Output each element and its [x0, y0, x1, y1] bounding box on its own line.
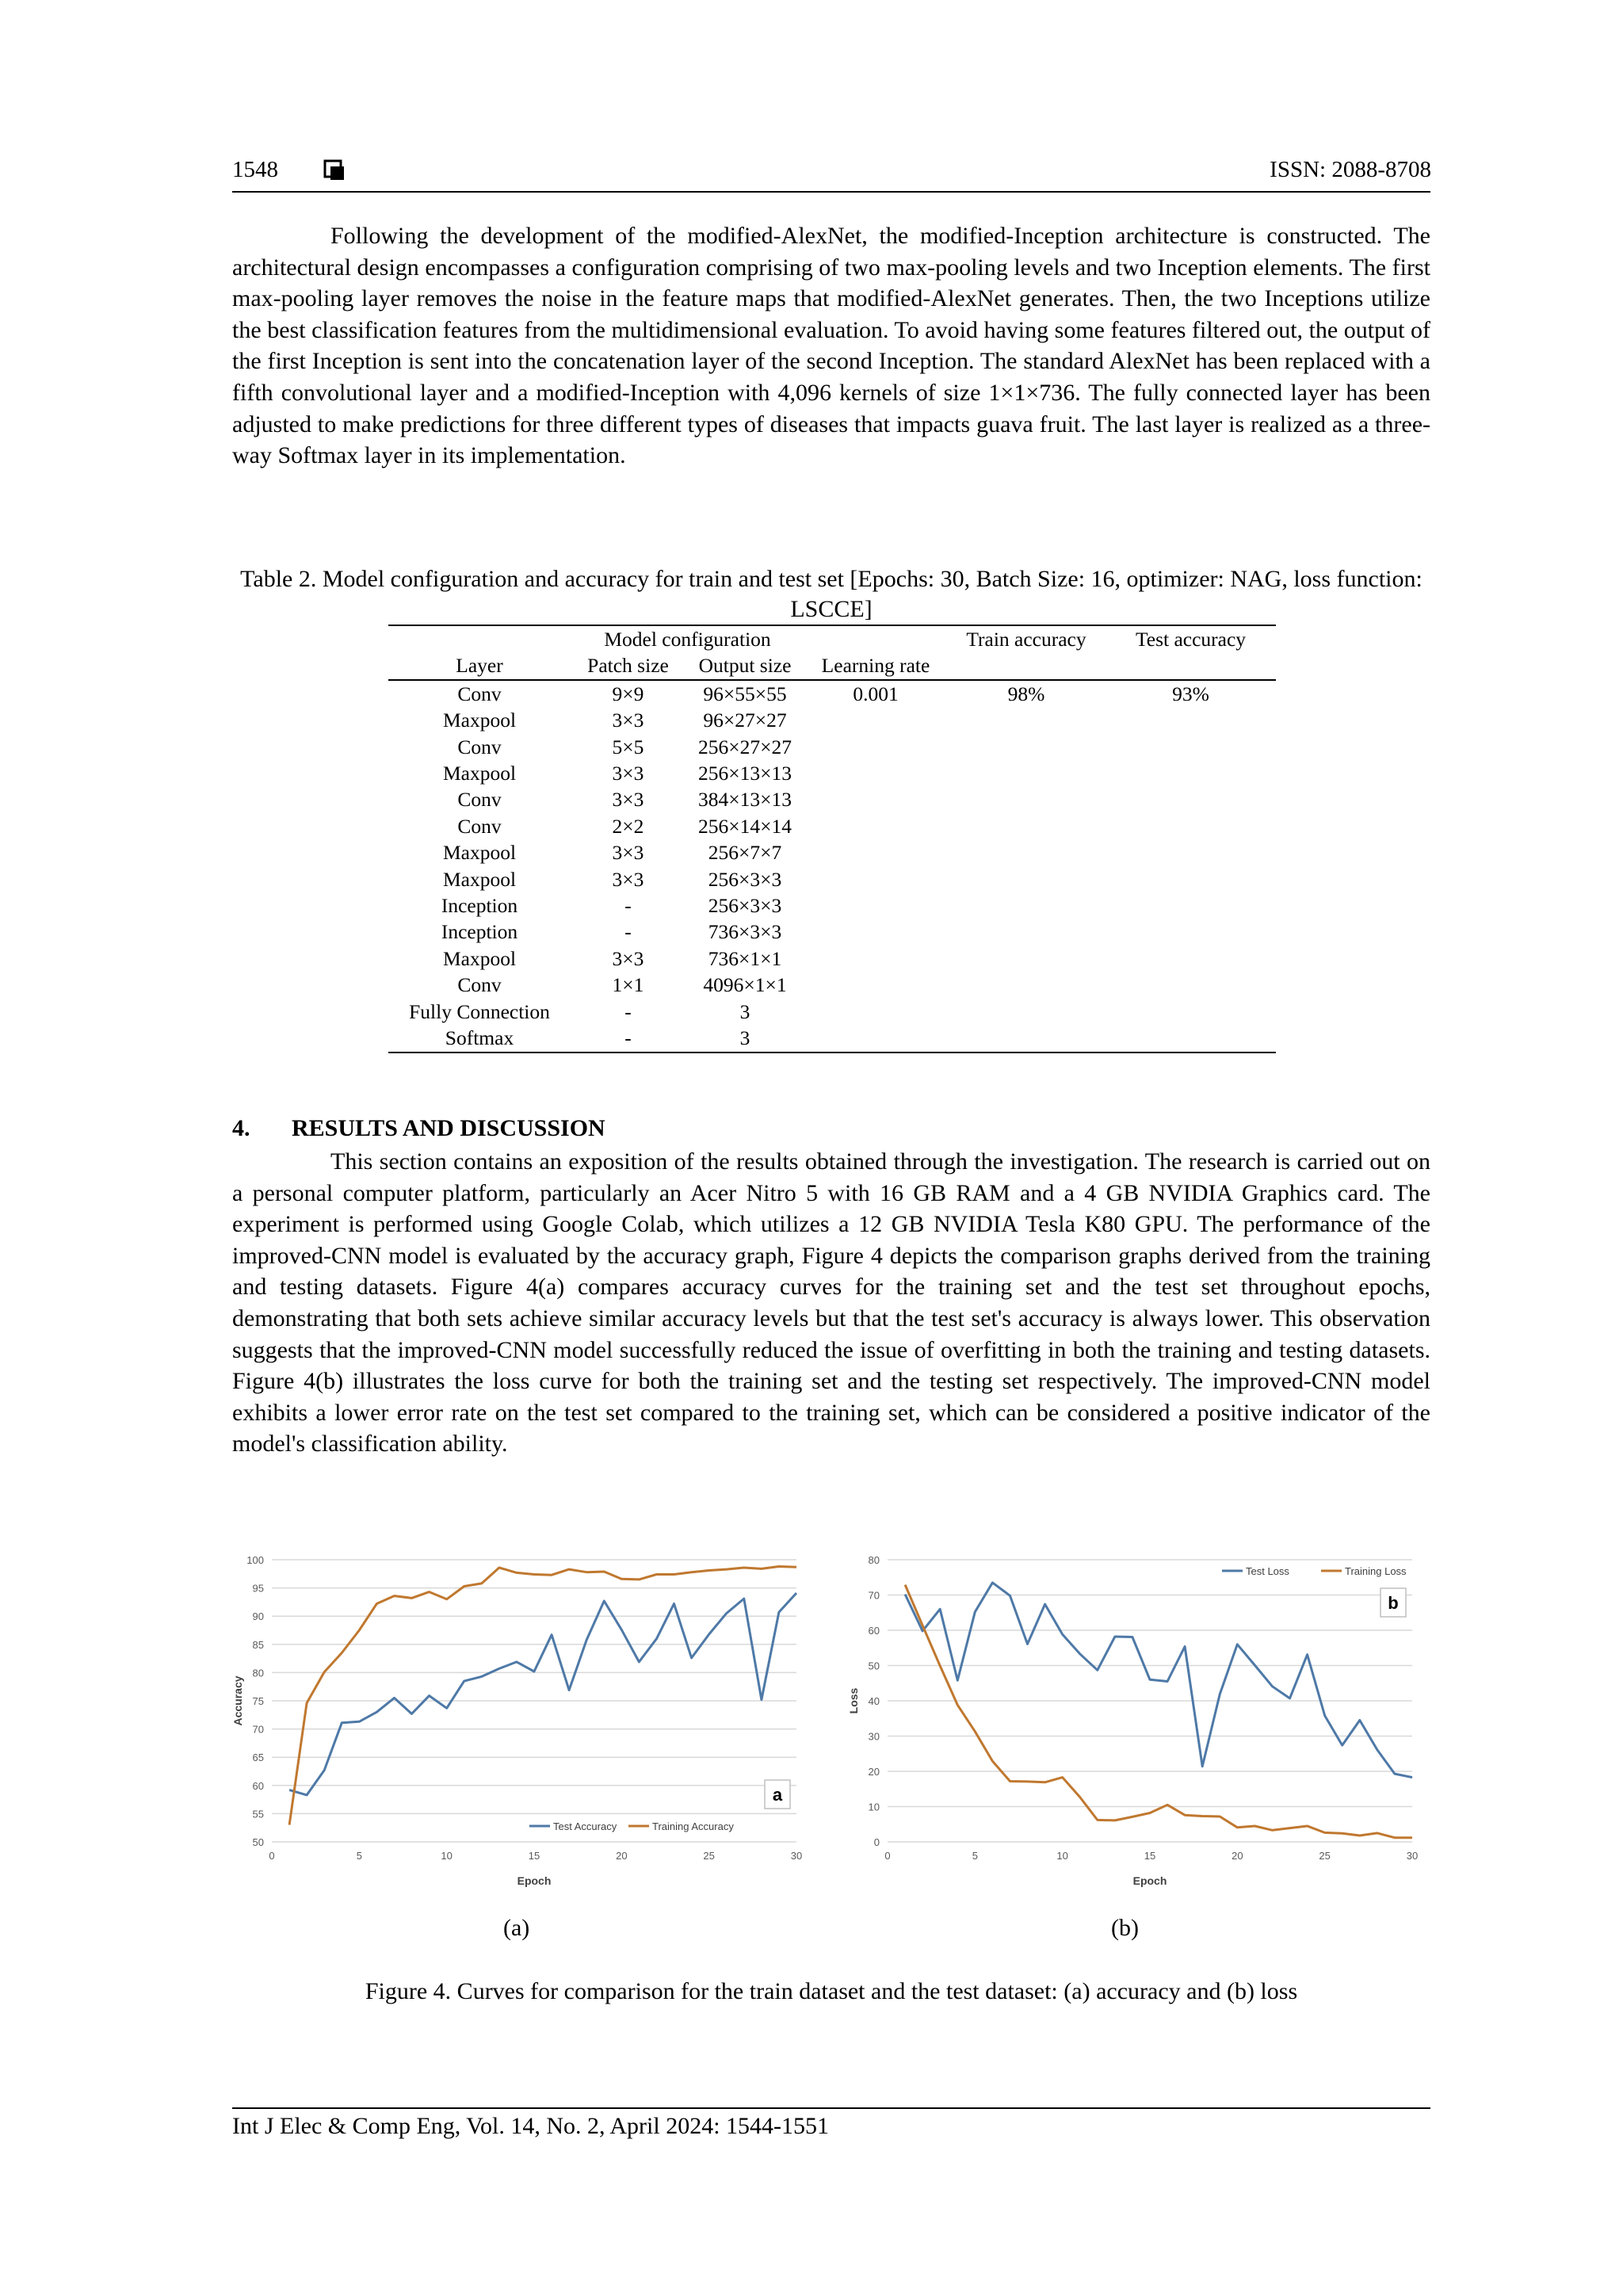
table-cell: [1106, 919, 1276, 945]
table-cell: [1106, 892, 1276, 919]
table-cell: 384×13×13: [697, 788, 792, 812]
x-tick-label: 0: [884, 1850, 891, 1862]
x-tick-label: 20: [616, 1850, 628, 1862]
table-cell: [804, 707, 947, 733]
footer-rule: [232, 2107, 1430, 2109]
table-cell: [804, 734, 947, 760]
table-cell: [804, 892, 947, 919]
y-tick-label: 10: [868, 1801, 880, 1813]
table-cell: [947, 813, 1106, 839]
table-cell: [1106, 707, 1276, 733]
header-rule: [232, 191, 1430, 193]
table-cell: 96×55×55: [703, 682, 787, 705]
table-cell: 256×7×7: [708, 841, 782, 865]
table-cell: 3×3: [612, 762, 644, 785]
table-cell: [1106, 734, 1276, 760]
table-cell: [947, 760, 1106, 786]
table-cell: [804, 972, 947, 998]
x-tick-label: 30: [790, 1850, 803, 1862]
table-row: [388, 760, 1276, 786]
table-cell: Maxpool: [442, 867, 517, 891]
chart-background: [226, 1538, 812, 1910]
table-cell: [1106, 786, 1276, 812]
table-cell: [804, 813, 947, 839]
table-cell: Maxpool: [442, 841, 517, 865]
table-cell: 256×3×3: [708, 894, 782, 918]
y-tick-label: 85: [252, 1638, 264, 1651]
table-cell: Conv: [457, 682, 502, 705]
results-paragraph: This section contains an exposition of the results obtained through the investigation. The research is carried out on a personal computer platform, particularly an Acer Nitro 5 with 16 GB RAM and a 4 GB NVIDIA Graphics card. The experiment is performed using Google Colab, which utilizes a 12 GB NVIDIA Tesla K80 GPU. The performance of the improved-CNN model is evaluated by the accuracy graph, Figure 4 depicts the comparison graphs derived from the training and testing datasets. Figure 4(a) compares accuracy curves for the training set and the test set throughout epochs, demonstrating that both sets achieve similar accuracy levels but that the test set's accuracy is always lower. This observation suggests that the improved-CNN model successfully reduced the issue of overfitting in both the training and testing datasets. Figure 4(b) illustrates the loss curve for both the training set and the testing set respectively. The improved-CNN model exhibits a lower error rate on the test set compared to the training set, which can be considered a positive indicator of the model's classification ability.: [232, 1148, 1430, 1457]
y-tick-label: 90: [252, 1610, 264, 1623]
table-cell: [1106, 813, 1276, 839]
x-tick-label: 20: [1232, 1850, 1243, 1862]
table-cell: -: [624, 999, 632, 1023]
x-tick-label: 5: [356, 1850, 362, 1862]
table-cell: [1106, 972, 1276, 998]
x-tick-label: 5: [972, 1850, 978, 1862]
table-cell: [804, 1025, 947, 1052]
table-cell: [804, 839, 947, 865]
table-cell: [947, 707, 1106, 733]
table-cell: 5×5: [612, 735, 644, 758]
table-cell: [804, 946, 947, 972]
y-tick-label: 40: [868, 1695, 880, 1707]
column-header: Patch size: [571, 652, 685, 679]
subfigure-label-a: (a): [503, 1915, 530, 1941]
table-row: [388, 786, 1276, 812]
table-row: [388, 946, 1276, 972]
table-cell: [947, 734, 1106, 760]
train-accuracy-header: Train accuracy: [947, 625, 1106, 652]
column-header: Layer: [388, 652, 571, 679]
table-cell: 2×2: [612, 814, 644, 838]
table-row: [388, 999, 1276, 1025]
section-number: 4.: [232, 1115, 250, 1141]
x-axis-label: Epoch: [517, 1874, 552, 1887]
y-tick-label: 80: [252, 1667, 264, 1679]
table-cell: 0.001: [853, 682, 899, 705]
legend-label: Training Accuracy: [652, 1820, 734, 1832]
y-axis-label: Loss: [847, 1687, 860, 1714]
table-cell: Conv: [457, 973, 502, 997]
table-cell: [1106, 839, 1276, 865]
table-cell: [947, 892, 1106, 919]
table-cell: 3×3: [612, 709, 644, 732]
y-tick-label: 95: [252, 1582, 264, 1595]
table-cell: Maxpool: [442, 762, 517, 785]
table-row: [388, 680, 1276, 707]
footer-citation: Int J Elec & Comp Eng, Vol. 14, No. 2, April 2024: 1544-1551: [232, 2113, 830, 2139]
y-tick-label: 60: [252, 1779, 264, 1792]
x-tick-label: 30: [1406, 1850, 1419, 1862]
table-cell: Inception: [441, 920, 518, 944]
table-cell: 256×3×3: [708, 867, 782, 891]
section-heading: [232, 1115, 605, 1142]
y-tick-label: 50: [252, 1836, 264, 1848]
test-accuracy-header: Test accuracy: [1106, 625, 1276, 652]
table-cell: 96×27×27: [703, 709, 787, 732]
table-cell: [947, 972, 1106, 998]
page-number: 1548: [232, 157, 278, 182]
table-cell: 1×1: [612, 973, 644, 997]
table-cell: Maxpool: [442, 946, 517, 970]
table-cell: Conv: [457, 814, 502, 838]
y-tick-label: 50: [868, 1660, 880, 1672]
table-cell: [1106, 999, 1276, 1025]
table-row: [388, 919, 1276, 945]
table-cell: [1106, 866, 1276, 892]
x-tick-label: 10: [1056, 1850, 1068, 1862]
y-tick-label: 60: [868, 1625, 880, 1637]
y-tick-label: 70: [252, 1723, 264, 1736]
table-cell: [947, 866, 1106, 892]
subfigure-label-b: (b): [1111, 1915, 1139, 1941]
table-row: [388, 866, 1276, 892]
table-cell: Maxpool: [442, 709, 517, 732]
table-cell: Conv: [457, 788, 502, 812]
y-tick-label: 75: [252, 1695, 264, 1707]
panel-label: b: [1388, 1593, 1399, 1613]
table-cell: 256×14×14: [697, 814, 792, 838]
y-tick-label: 80: [868, 1554, 880, 1566]
table-caption: Table 2. Model configuration and accuracy for train and test set [Epochs: 30, Batch Size: 16, optimizer: NAG, loss function: LSCCE]: [240, 566, 1423, 622]
table-cell: [947, 839, 1106, 865]
table-row: [388, 707, 1276, 733]
x-tick-label: 10: [441, 1850, 453, 1862]
table-cell: 3: [685, 1025, 804, 1052]
table-cell: 3×3: [612, 867, 644, 891]
model-config-table: [388, 625, 1276, 1053]
table-cell: Inception: [441, 894, 518, 918]
table-cell: [1106, 760, 1276, 786]
table-cell: [804, 760, 947, 786]
table-cell: 736×3×3: [708, 920, 782, 944]
box-bullet-icon: [323, 159, 346, 181]
table-cell: [804, 866, 947, 892]
table-row: [388, 1025, 1276, 1052]
y-tick-label: 20: [868, 1766, 880, 1778]
x-tick-label: 25: [703, 1850, 715, 1862]
table-cell: [947, 999, 1106, 1025]
table-cell: 3×3: [612, 788, 644, 812]
table-cell: 4096×1×1: [703, 973, 787, 997]
table-cell: 3×3: [612, 841, 644, 865]
table-cell: 98%: [1007, 682, 1045, 705]
table-cell: Conv: [457, 735, 502, 758]
y-tick-label: 100: [246, 1554, 264, 1566]
y-axis-label: Accuracy: [231, 1675, 244, 1726]
y-tick-label: 30: [868, 1730, 880, 1743]
table-cell: [804, 999, 947, 1025]
column-header: Learning rate: [804, 652, 947, 679]
issn: ISSN: 2088-8708: [1270, 157, 1431, 182]
loss-chart: [842, 1538, 1428, 1910]
table-row: [388, 972, 1276, 998]
table-cell: Softmax: [388, 1025, 571, 1052]
table-cell: [947, 786, 1106, 812]
table-cell: [1106, 946, 1276, 972]
table-cell: [804, 786, 947, 812]
legend-label: Test Accuracy: [553, 1820, 617, 1832]
table-cell: -: [571, 1025, 685, 1052]
table-cell: Fully Connection: [409, 999, 550, 1023]
accuracy-chart: [226, 1538, 812, 1910]
table-cell: -: [624, 894, 632, 918]
section-title: RESULTS AND DISCUSSION: [292, 1115, 605, 1141]
legend-label: Test Loss: [1246, 1565, 1289, 1577]
table-cell: 3×3: [612, 946, 644, 970]
table-column-header-row: [388, 652, 1276, 679]
x-tick-label: 15: [1144, 1850, 1156, 1862]
column-header: Output size: [685, 652, 804, 679]
table-row: [388, 892, 1276, 919]
model-config-header: Model configuration: [571, 625, 804, 652]
x-axis-label: Epoch: [1132, 1874, 1167, 1887]
table-cell: [1106, 1025, 1276, 1052]
table-cell: [947, 919, 1106, 945]
x-tick-label: 0: [269, 1850, 275, 1862]
table-cell: 3: [739, 999, 750, 1023]
table-row: [388, 734, 1276, 760]
figure-caption: Figure 4. Curves for comparison for the train dataset and the test dataset: (a) accuracy and (b) loss: [365, 1978, 1298, 2004]
legend-label: Training Loss: [1345, 1565, 1407, 1577]
x-tick-label: 15: [528, 1850, 540, 1862]
y-tick-label: 65: [252, 1752, 264, 1764]
y-tick-label: 0: [873, 1836, 880, 1848]
table-cell: 256×13×13: [697, 762, 792, 785]
table-cell: 736×1×1: [708, 946, 782, 970]
table-cell: [804, 919, 947, 945]
y-tick-label: 70: [868, 1589, 880, 1602]
table-cell: [947, 946, 1106, 972]
table-cell: -: [624, 920, 632, 944]
table-row: [388, 813, 1276, 839]
table-cell: 93%: [1172, 682, 1209, 705]
x-tick-label: 25: [1319, 1850, 1331, 1862]
y-tick-label: 55: [252, 1808, 264, 1820]
table-cell: 256×27×27: [697, 735, 792, 758]
chart-background: [842, 1538, 1428, 1910]
panel-label: a: [772, 1785, 783, 1805]
intro-paragraph: Following the development of the modified-AlexNet, the modified-Inception architecture is constructed. The architectural design encompasses a configuration comprising of two max-pooling levels and two Inception elements. The first max-pooling layer removes the noise in the feature maps that modified-AlexNet generates. Then, the two Inceptions utilize the best classification features from the multidimensional evaluation. To avoid having some features filtered out, the output of the first Inception is sent into the concatenation layer of the second Inception. The standard AlexNet has been replaced with a fifth convolutional layer and a modified-Inception with 4,096 kernels of size 1×1×736. The fully connected layer has been adjusted to make predictions for three different types of diseases that impacts guava fruit. The last layer is realized as a three-way Softmax layer in its implementation.: [232, 223, 1430, 469]
table-row: [388, 839, 1276, 865]
table-group-header-row: [388, 625, 1276, 652]
table-cell: [947, 1025, 1106, 1052]
table-cell: 9×9: [612, 682, 644, 705]
